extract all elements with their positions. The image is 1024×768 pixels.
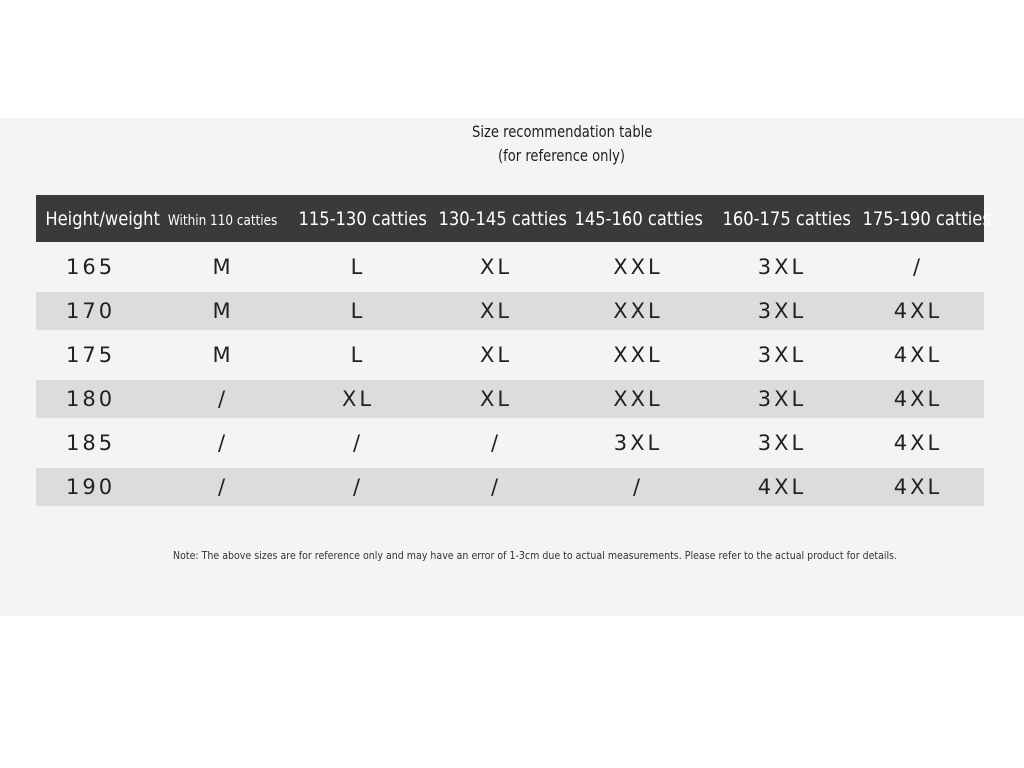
size-cell: / [352, 431, 364, 455]
size-cell: / [217, 431, 229, 455]
size-cell: XL [428, 292, 564, 330]
size-cell: / [158, 380, 288, 418]
size-cell: / [158, 468, 288, 506]
size-cell: 4XL [852, 380, 984, 418]
height-cell: 170 [36, 292, 158, 330]
size-cell: 4XL [893, 431, 943, 455]
table-row [36, 292, 984, 330]
table-subtitle: (for reference only) [498, 146, 626, 165]
footnote: Note: The above sizes are for reference only and may have an error of 1-3cm due to actual measurements. Please refer to the actual product for details. [173, 549, 898, 562]
size-cell: 4XL [852, 292, 984, 330]
size-cell: XXL [613, 255, 663, 279]
height-cell: 180 [36, 380, 158, 418]
size-cell: L [350, 255, 366, 279]
size-cell: 4XL [712, 468, 852, 506]
header-cell: Height/weight [36, 195, 158, 242]
table-row [36, 380, 984, 418]
size-cell: 3XL [613, 431, 663, 455]
table-row [36, 468, 984, 506]
size-cell: 3XL [712, 292, 852, 330]
header-cell: 160-175 catties [712, 195, 852, 242]
size-cell: 3XL [757, 343, 807, 367]
height-cell: 185 [66, 431, 116, 455]
size-cell: XXL [564, 292, 712, 330]
height-cell: 175 [66, 343, 116, 367]
table-row [36, 418, 984, 468]
size-cell: 4XL [893, 343, 943, 367]
size-cell: M [158, 292, 288, 330]
size-cell: XL [428, 380, 564, 418]
table-row [36, 330, 984, 380]
header-cell: 145-160 catties [564, 195, 712, 242]
table-row [36, 242, 984, 292]
size-cell: 3XL [712, 380, 852, 418]
size-cell: XL [479, 343, 513, 367]
header-cell: 175-190 catties [852, 195, 984, 242]
header-cell: 115-130 catties [288, 195, 428, 242]
size-cell: M [212, 343, 234, 367]
size-cell: / [428, 468, 564, 506]
size-cell: 4XL [852, 468, 984, 506]
size-recommendation-table [36, 195, 991, 506]
size-cell: / [288, 468, 428, 506]
size-cell: L [288, 292, 428, 330]
size-cell: XXL [564, 380, 712, 418]
height-cell: 165 [66, 255, 116, 279]
height-cell: 190 [36, 468, 158, 506]
size-cell: 3XL [757, 431, 807, 455]
size-cell: M [212, 255, 234, 279]
header-cell: 130-145 catties [428, 195, 564, 242]
size-cell: XL [288, 380, 428, 418]
size-cell: / [564, 468, 712, 506]
table-title: Size recommendation table [472, 122, 653, 141]
size-chart-panel [0, 118, 1024, 616]
size-cell: XL [479, 255, 513, 279]
header-row [36, 195, 984, 242]
size-cell: / [912, 255, 924, 279]
header-cell: Within 110 catties [158, 195, 288, 242]
size-cell: 3XL [757, 255, 807, 279]
size-cell: L [350, 343, 366, 367]
size-cell: XXL [613, 343, 663, 367]
size-cell: / [490, 431, 502, 455]
